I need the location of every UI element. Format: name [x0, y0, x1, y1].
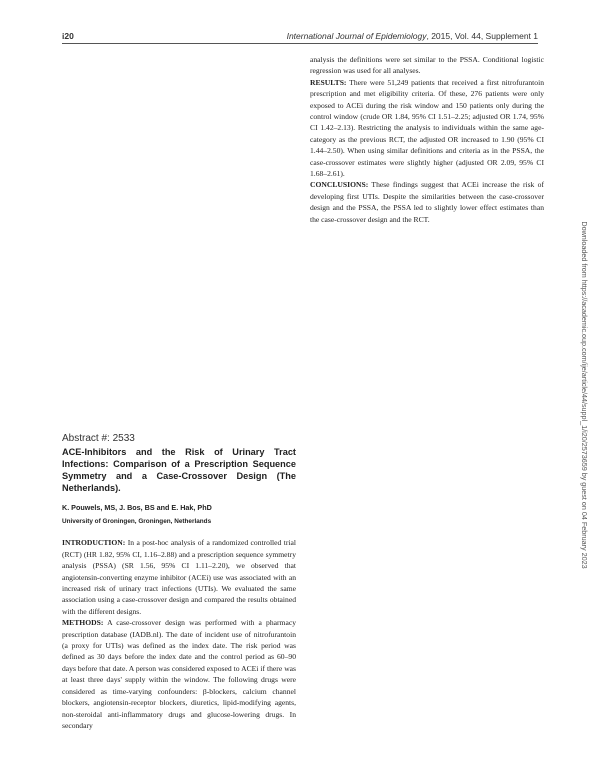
introduction-label: INTRODUCTION:	[62, 538, 126, 548]
journal-name: International Journal of Epidemiology	[286, 31, 427, 41]
results-text: There were 51,249 patients that received a first nitrofurantoin prescription and met eligibility criteria. Of these, 276 patients were only exposed to ACEi during the risk window and 150 patients only during the control window (crude OR 1.84, 95% CI 1.51–2.25; adjusted OR 1.74, 95% CI 1.42–2.13). Restricting the analysis to individuals within the same age-category as the previous RCT, the adjusted OR increased to 1.90 (95% CI 1.44–2.50). When using similar definitions and criteria as in the PSSA, the case-crossover estimates were slightly higher (adjusted OR 2.09, 95% CI 1.68–2.61).	[310, 77, 544, 179]
abstract-title: ACE-Inhibitors and the Risk of Urinary Tract Infections: Comparison of a Prescription Sequence Symmetry and a Case-Crossover Design (The Netherlands).	[62, 447, 296, 494]
download-watermark: Downloaded from https://academic.oup.com/ije/article/44/suppl_1/i20/2573659 by guest on 04 February 2023	[580, 221, 589, 569]
running-header	[62, 31, 538, 43]
conclusions-paragraph	[310, 179, 544, 225]
methods-paragraph	[62, 617, 296, 731]
page-number: i20	[62, 31, 74, 41]
conclusions-text: These findings suggest that ACEi increase the risk of developing first UTIs. Despite the similarities between the case-crossover design and the PSSA, the PSSA led to slightly lower effect estimates than the case-crossover design and the RCT.	[310, 180, 544, 224]
methods-text: A case-crossover design was performed with a pharmacy prescription database (IADB.nl). The date of incident use of nitrofurantoin (a proxy for UTIs) was defined as the index date. The risk period was defined as 30 days before the index date and the control period as 60–90 days before that date. A person was considered exposed to ACEi if there was at least three days' supply within the window. The following drugs were considered as time-varying confounders: β-blockers, calcium channel blockers, angiotensin-receptor blockers, diuretics, lipid-modifying agents, non-steroidal anti-inflammatory drugs and glucose-lowering drugs. In secondary	[62, 618, 296, 730]
conclusions-label: CONCLUSIONS:	[310, 180, 369, 190]
journal-issue: , 2015, Vol. 44, Supplement 1	[426, 31, 538, 41]
journal-citation	[287, 31, 538, 41]
results-paragraph	[310, 77, 544, 180]
abstract-column	[62, 433, 296, 731]
abstract-number: Abstract #: 2533	[62, 433, 135, 444]
right-column	[310, 54, 544, 225]
results-label: RESULTS:	[310, 77, 347, 87]
continued-paragraph: analysis the definitions were set similar to the PSSA. Conditional logistic regression was used for all analyses.	[310, 55, 544, 76]
introduction-text: In a post-hoc analysis of a randomized controlled trial (RCT) (HR 1.82, 95% CI, 1.16–2.88) and a prescription sequence symmetry analysis (PSSA) (SR 1.56, 95% CI 1.11–2.20), we observed that angiotensin-converting enzyme inhibitor (ACEi) use was associated with an increased risk of urinary tract infections (UTIs). We evaluated the same association using a case-crossover design and compared the results obtained with the different designs.	[62, 538, 296, 616]
methods-label: METHODS:	[62, 618, 104, 628]
author-list: K. Pouwels, MS, J. Bos, BS and E. Hak, PhD	[62, 503, 212, 513]
header-rule	[62, 43, 538, 44]
introduction-paragraph	[62, 537, 296, 617]
affiliation: University of Groningen, Groningen, Netherlands	[62, 518, 212, 526]
